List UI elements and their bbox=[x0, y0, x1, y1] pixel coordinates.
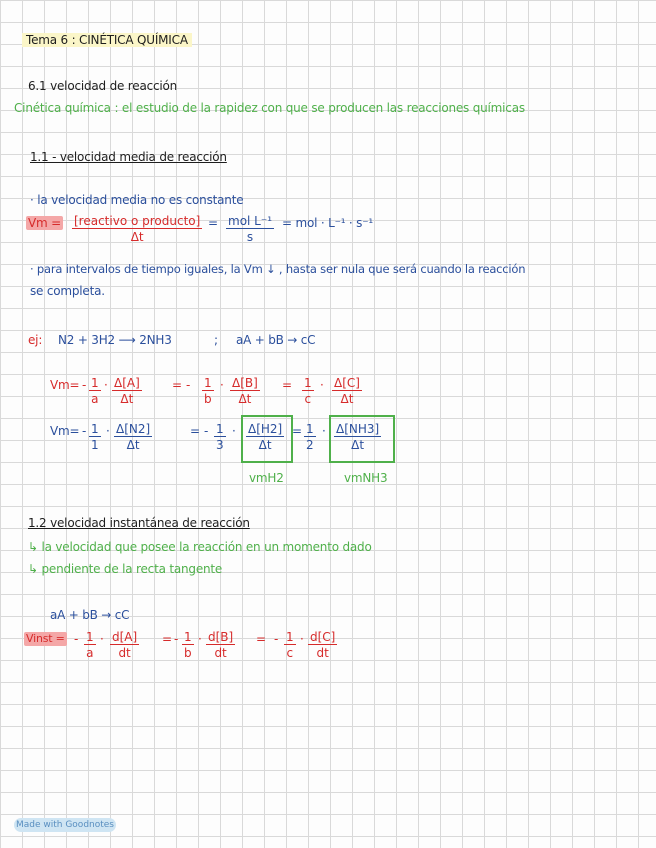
goodnotes-badge: Made with Goodnotes bbox=[15, 820, 114, 830]
blue-delta-nh3 bbox=[334, 422, 381, 452]
coef-denominator: a bbox=[86, 646, 94, 660]
equals-sign: = bbox=[292, 424, 302, 438]
delta-denominator: Δt bbox=[340, 392, 354, 406]
delta-denominator: Δt bbox=[126, 438, 140, 452]
equals-sign: = bbox=[162, 632, 172, 646]
delta-denominator: Δt bbox=[258, 438, 272, 452]
vm-blue-lhs: Vm= bbox=[50, 424, 80, 438]
coef-numerator: 1 bbox=[286, 630, 294, 644]
coef-denominator: 3 bbox=[216, 438, 224, 452]
instantanea-line1: ↳ la velocidad que posee la reacción en un momento dado bbox=[28, 540, 372, 554]
equals-sign: = bbox=[208, 216, 218, 230]
vm-label: Vm = bbox=[28, 216, 61, 230]
inst-d-a bbox=[110, 630, 139, 660]
bullet-velocidad-no-constante: · la velocidad media no es constante bbox=[30, 193, 244, 207]
red-delta-b bbox=[230, 376, 260, 406]
derivative-denominator: dt bbox=[214, 646, 227, 660]
dot: · bbox=[198, 632, 202, 646]
minus-sign: - bbox=[82, 424, 87, 438]
units-fraction bbox=[226, 214, 274, 244]
derivative-denominator: dt bbox=[316, 646, 329, 660]
blue-coef-n2 bbox=[89, 422, 101, 452]
vm-fraction-denominator: Δt bbox=[130, 230, 144, 244]
equals-sign: = bbox=[190, 424, 200, 438]
dot: · bbox=[220, 378, 224, 392]
equals-sign: = bbox=[256, 632, 266, 646]
delta-numerator: Δ[C] bbox=[334, 376, 360, 390]
cinetica-definition: Cinética química : el estudio de la rapidez con que se producen las reacciones químicas bbox=[14, 101, 525, 115]
delta-numerator: Δ[NH3] bbox=[336, 422, 380, 436]
inst-d-c bbox=[308, 630, 337, 660]
derivative-numerator: d[C] bbox=[310, 630, 336, 644]
vm-fraction bbox=[72, 214, 202, 244]
example-label: ej: bbox=[28, 333, 43, 347]
derivative-numerator: d[A] bbox=[112, 630, 138, 644]
section-1-1-heading: 1.1 - velocidad media de reacción bbox=[30, 150, 227, 164]
minus-sign: - bbox=[186, 378, 191, 392]
delta-numerator: Δ[B] bbox=[232, 376, 258, 390]
dot: · bbox=[320, 378, 324, 392]
bullet-intervalos-line2: se completa. bbox=[30, 284, 105, 298]
equals-sign: = bbox=[172, 378, 182, 392]
derivative-denominator: dt bbox=[118, 646, 131, 660]
equals-sign: = bbox=[282, 378, 292, 392]
coef-denominator: b bbox=[204, 392, 212, 406]
dot: · bbox=[100, 632, 104, 646]
coef-denominator: b bbox=[184, 646, 192, 660]
delta-denominator: Δt bbox=[120, 392, 134, 406]
example-separator: ; bbox=[214, 333, 218, 347]
coef-denominator: 2 bbox=[306, 438, 314, 452]
coef-numerator: 1 bbox=[216, 422, 224, 436]
blue-delta-h2 bbox=[246, 422, 284, 452]
minus-sign: - bbox=[74, 632, 79, 646]
coef-numerator: 1 bbox=[306, 422, 314, 436]
note-vm-h2: vmH2 bbox=[249, 471, 284, 485]
dot: · bbox=[300, 632, 304, 646]
dot: · bbox=[322, 424, 326, 438]
derivative-numerator: d[B] bbox=[208, 630, 234, 644]
vm-red-lhs: Vm= bbox=[50, 378, 80, 392]
coef-numerator: 1 bbox=[91, 376, 99, 390]
coef-numerator: 1 bbox=[304, 376, 312, 390]
vm-fraction-numerator: [reactivo o producto] bbox=[74, 214, 201, 228]
minus-sign: - bbox=[82, 378, 87, 392]
blue-delta-n2 bbox=[114, 422, 152, 452]
blue-coef-h2 bbox=[214, 422, 226, 452]
units-fraction-denominator: s bbox=[246, 230, 254, 244]
note-vm-nh3: vmNH3 bbox=[344, 471, 388, 485]
dot: · bbox=[104, 378, 108, 392]
example-reaction: N2 + 3H2 ⟶ 2NH3 bbox=[58, 333, 172, 347]
coef-numerator: 1 bbox=[86, 630, 94, 644]
bullet-intervalos-line1: · para intervalos de tiempo iguales, la Vm ↓ , hasta ser nula que será cuando la reacción bbox=[30, 262, 526, 276]
coef-denominator: c bbox=[304, 392, 312, 406]
coef-numerator: 1 bbox=[184, 630, 192, 644]
delta-numerator: Δ[H2] bbox=[248, 422, 283, 436]
units-expanded: = mol · L⁻¹ · s⁻¹ bbox=[282, 216, 373, 230]
delta-numerator: Δ[N2] bbox=[116, 422, 151, 436]
coef-numerator: 1 bbox=[204, 376, 212, 390]
delta-denominator: Δt bbox=[351, 438, 365, 452]
general-reaction: aA + bB → cC bbox=[236, 333, 316, 347]
minus-sign: - bbox=[174, 632, 179, 646]
red-coef-b bbox=[202, 376, 214, 406]
red-coef-a bbox=[89, 376, 101, 406]
inst-coef-b bbox=[182, 630, 194, 660]
delta-denominator: Δt bbox=[238, 392, 252, 406]
topic-title: Tema 6 : CINÉTICA QUÍMICA bbox=[22, 33, 192, 47]
red-coef-c bbox=[302, 376, 314, 406]
coef-denominator: 1 bbox=[91, 438, 99, 452]
dot: · bbox=[232, 424, 236, 438]
minus-sign: - bbox=[204, 424, 209, 438]
general-reaction-2: aA + bB → cC bbox=[50, 608, 130, 622]
minus-sign: - bbox=[274, 632, 279, 646]
dot: · bbox=[106, 424, 110, 438]
inst-d-b bbox=[206, 630, 235, 660]
coef-denominator: c bbox=[286, 646, 294, 660]
units-fraction-numerator: mol L⁻¹ bbox=[228, 214, 273, 228]
inst-coef-c bbox=[284, 630, 296, 660]
vinst-label: Vinst = bbox=[26, 632, 65, 645]
section-1-2-heading: 1.2 velocidad instantánea de reacción bbox=[28, 516, 250, 530]
inst-coef-a bbox=[84, 630, 96, 660]
section-6-1-heading: 6.1 velocidad de reacción bbox=[28, 79, 178, 93]
instantanea-line2: ↳ pendiente de la recta tangente bbox=[28, 562, 223, 576]
blue-coef-nh3 bbox=[304, 422, 316, 452]
coef-numerator: 1 bbox=[91, 422, 99, 436]
delta-numerator: Δ[A] bbox=[114, 376, 140, 390]
red-delta-a bbox=[112, 376, 142, 406]
coef-denominator: a bbox=[91, 392, 99, 406]
red-delta-c bbox=[332, 376, 362, 406]
